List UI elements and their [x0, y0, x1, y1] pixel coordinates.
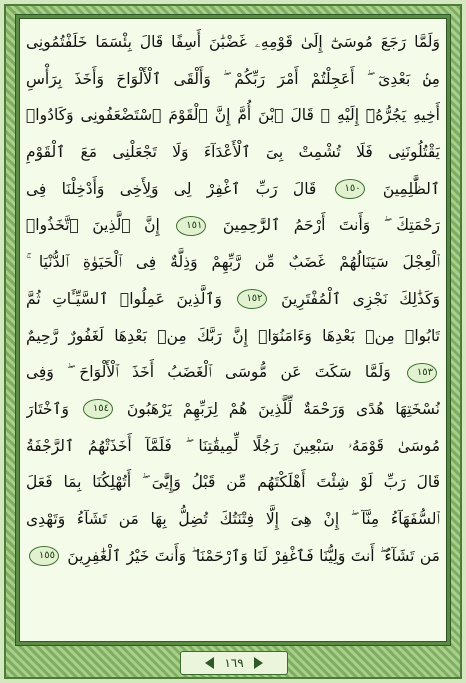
- page-footer: [180, 651, 288, 675]
- text-line: ١٥٣ وَلَمَّا سَكَتَ عَن مُّوسَى ٱلْغَضَبُ أَخَذَ ٱلْأَلْوَاحَ ۖ وَفِى: [26, 354, 440, 391]
- quran-text-block: [26, 24, 440, 634]
- text-line: يَقْتُلُونَنِى فَلَا تُشْمِتْ بِىَ ٱلْأَعْدَآءَ وَلَا تَجْعَلْنِى مَعَ ٱلْقَوْمِ: [26, 143, 440, 162]
- page-number: ١٦٩: [224, 656, 244, 670]
- ayah-number-marker: ١٥٠: [335, 179, 365, 199]
- text-line: تَابُوا۟ مِنۢ بَعْدِهَا وَءَامَنُوٓا۟ إِنَّ رَبَّكَ مِنۢ بَعْدِهَا لَغَفُورٌ رَّحِيمٌ: [26, 326, 440, 345]
- text-line: ٱلظَّٰلِمِينَ ١٥٠ قَالَ رَبِّ ٱغْفِرْ لِى وَلِأَخِى وَأَدْخِلْنَا فِى: [26, 179, 440, 198]
- text-line: رَحْمَتِكَ ۖ وَأَنتَ أَرْحَمُ ٱلرَّٰحِمِينَ ١٥١ إِنَّ ٱلَّذِينَ ٱتَّخَذُوا۟: [26, 216, 440, 235]
- text-line: ٱلْعِجْلَ سَيَنَالُهُمْ غَضَبٌ مِّن رَّبِّهِمْ وَذِلَّةٌ فِى ٱلْحَيَوٰةِ ٱلدُّنْيَا ۚ: [26, 253, 440, 272]
- ayah-number-marker: ١٥١: [176, 216, 206, 236]
- ayah-number-marker: ١٥٢: [237, 289, 267, 309]
- text-line: نُسْخَتِهَا هُدًى وَرَحْمَةٌ لِّلَّذِينَ هُمْ لِرَبِّهِمْ يَرْهَبُونَ ١٥٤ وَٱخْتَارَ: [26, 399, 440, 418]
- ayah-number-marker: ١٥٤: [83, 399, 113, 419]
- next-page-arrow-icon[interactable]: [254, 657, 263, 669]
- ayah-number-marker: ١٥٥: [29, 546, 59, 566]
- text-line: مُوسَىٰ قَوْمَهُۥ سَبْعِينَ رَجُلًا لِّمِيقَٰتِنَا ۖ فَلَمَّآ أَخَذَتْهُمُ ٱلرَّجْفَةُ: [26, 436, 440, 455]
- text-line: ٱلسُّفَهَآءُ مِنَّآ ۖ إِنْ هِىَ إِلَّا فِتْنَتُكَ تُضِلُّ بِهَا مَن تَشَآءُ وَتَهْدِى: [26, 509, 440, 528]
- text-line: مَن تَشَآءُ ۖ أَنتَ وَلِيُّنَا فَٱغْفِرْ لَنَا وَٱرْحَمْنَا ۖ وَأَنتَ خَيْرُ ٱلْغَٰفِرِينَ ١٥٥: [26, 538, 440, 575]
- text-line: مِنۢ بَعْدِىٓ ۖ أَعَجِلْتُمْ أَمْرَ رَبِّكُمْ ۖ وَأَلْقَى ٱلْأَلْوَاحَ وَأَخَذَ بِرَأْسِ: [26, 69, 440, 88]
- previous-page-arrow-icon[interactable]: [205, 657, 214, 669]
- text-line: وَلَمَّا رَجَعَ مُوسَىٰٓ إِلَىٰ قَوْمِهِۦ غَضْبَٰنَ أَسِفًا قَالَ بِئْسَمَا خَلَفْتُمُونِى: [26, 33, 440, 51]
- text-line: قَالَ رَبِّ لَوْ شِئْتَ أَهْلَكْتَهُم مِّن قَبْلُ وَإِيَّٰىَ ۖ أَتُهْلِكُنَا بِمَا فَعَلَ: [26, 473, 440, 492]
- text-line: أَخِيهِ يَجُرُّهُۥٓ إِلَيْهِ ۚ قَالَ ٱبْنَ أُمَّ إِنَّ ٱلْقَوْمَ ٱسْتَضْعَفُونِى وَكَادُوا۟: [26, 106, 440, 125]
- ayah-number-marker: ١٥٣: [407, 363, 437, 383]
- text-line: وَكَذَٰلِكَ نَجْزِى ٱلْمُفْتَرِينَ ١٥٢ وَٱلَّذِينَ عَمِلُوا۟ ٱلسَّيِّـَٔاتِ ثُمَّ: [26, 289, 440, 308]
